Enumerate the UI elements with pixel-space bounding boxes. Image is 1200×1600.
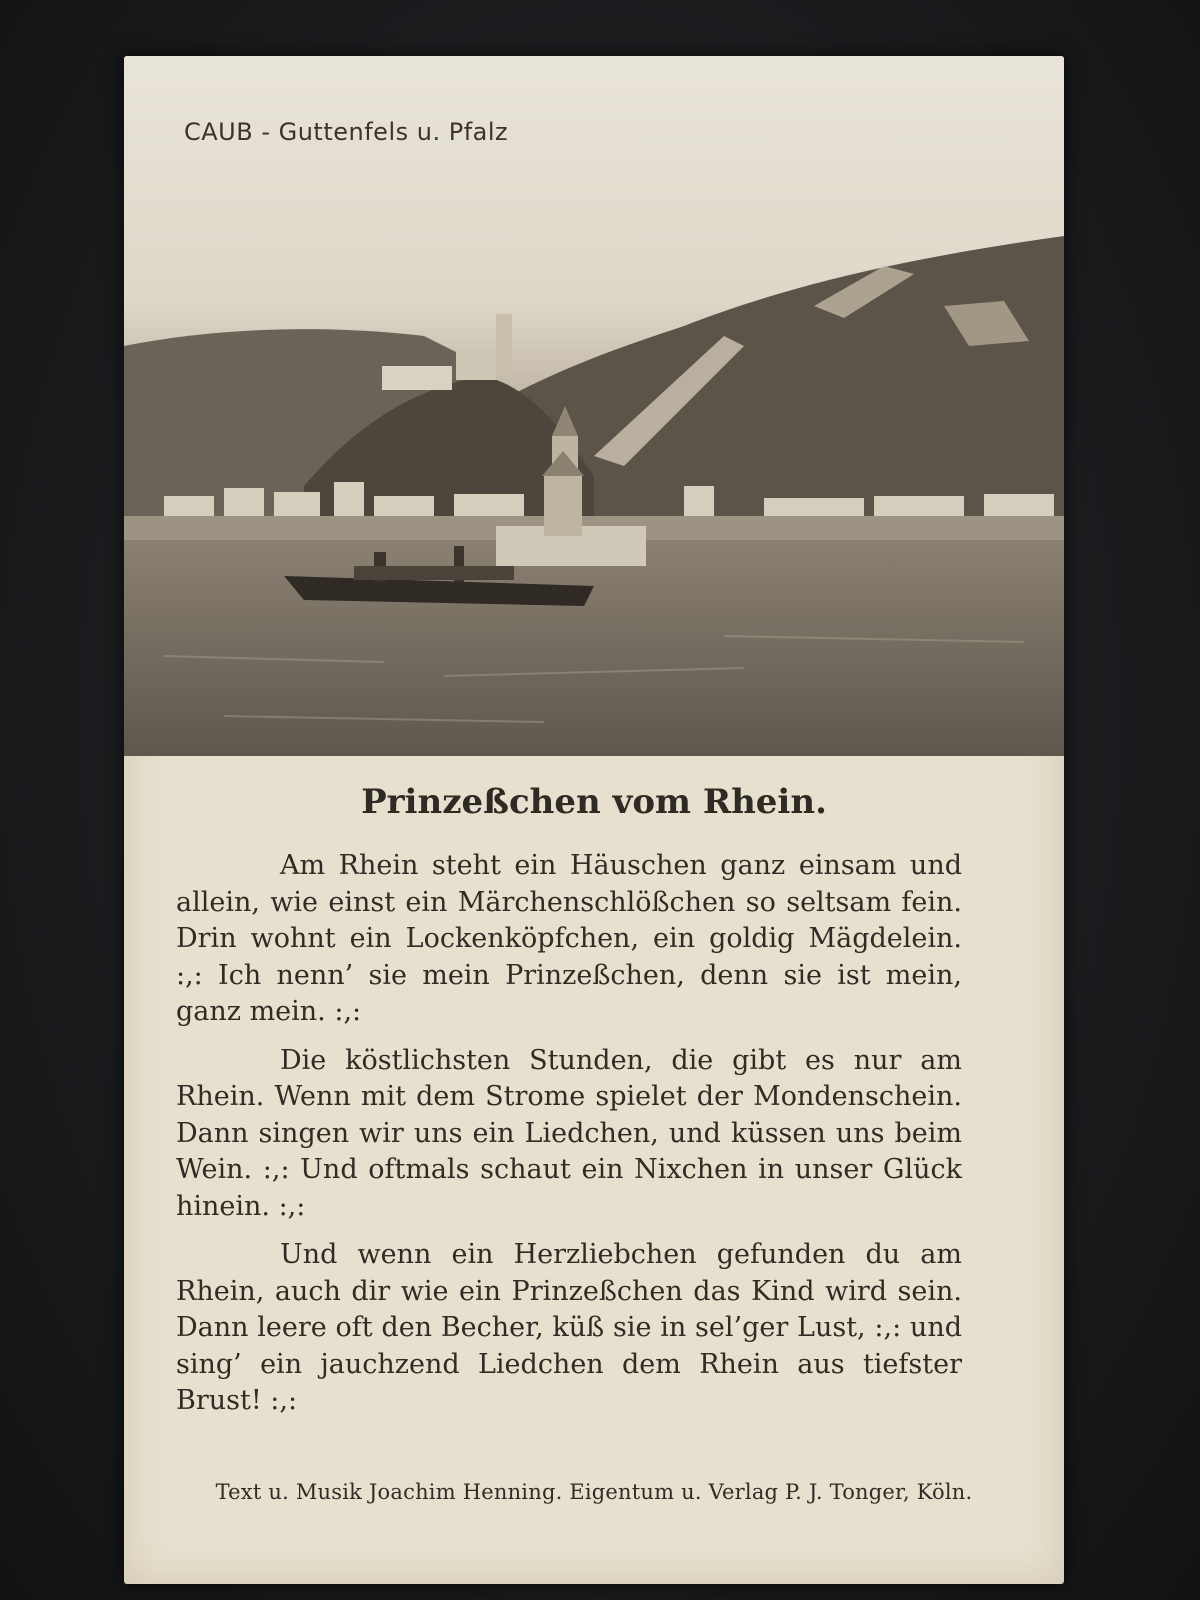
verse-3: Und wenn ein Herzliebchen gefunden du am Rhein, auch dir wie ein Prinzeßchen das Kind wird sein. Dann leere oft den Becher, küß sie in sel’ger Lust, :,: und sing’ ein jauchzend Liedchen dem Rhein aus tiefster Brust! :,: [176,1239,962,1416]
castle-wall [382,366,452,390]
steamboat-deck [354,566,514,580]
publisher-credit: Text u. Musik Joachim Henning. Eigentum u. Verlag P. J. Tonger, Köln. [215,1480,973,1504]
postcard [124,56,1064,1584]
river-water [124,540,1064,756]
landscape-photo [124,56,1064,756]
verse-2: Die köstlichsten Stunden, die gibt es nur am Rhein. Wenn mit dem Strome spielet der Mondenschein. Dann singen wir uns ein Liedchen, und küssen uns beim Wein. :,: Und oftmals schaut ein Nixchen in unser Glück hinein. :,: [176,1044,962,1222]
song-lyrics [176,848,962,1432]
castle-tower [496,314,512,376]
verse-1: Am Rhein steht ein Häuschen ganz einsam und allein, wie einst ein Märchenschlößchen so seltsam fein. Drin wohnt ein Lockenköpfchen, ein goldig Mägdelein. :,: Ich nenn’ sie mein Prinzeßchen, denn sie ist mein, ganz mein. :,: [176,850,962,1027]
photo-caption: CAUB - Guttenfels u. Pfalz [184,118,509,146]
rhine-castle-illustration [124,56,1064,756]
song-title: Prinzeßchen vom Rhein. [361,782,827,822]
pfalz-tower [544,476,582,536]
castle-building [456,348,496,380]
